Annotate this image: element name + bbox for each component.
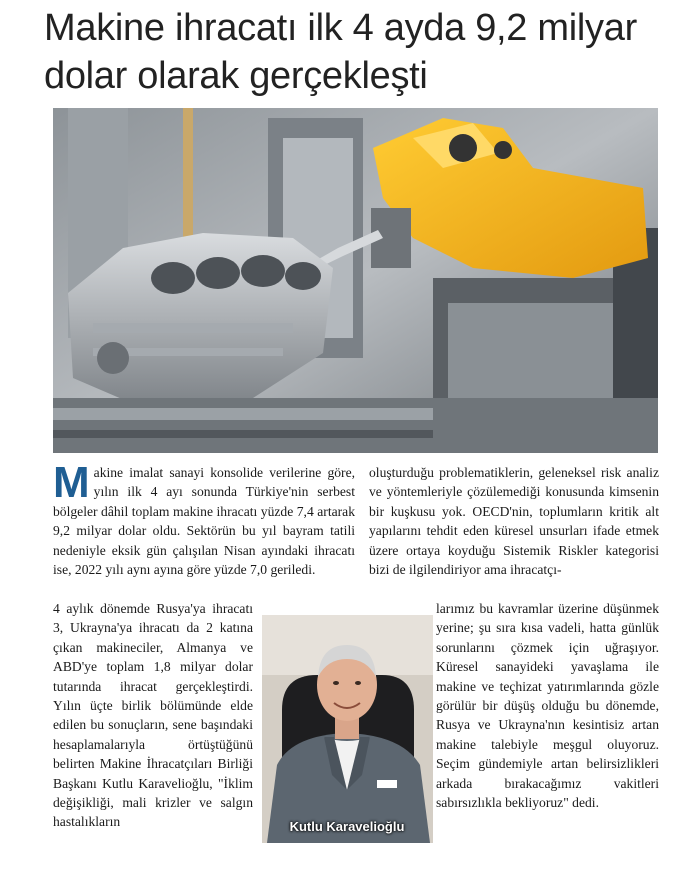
drop-cap: M [53, 458, 90, 507]
portrait-photo [262, 615, 433, 843]
column-1-top-text: akine imalat sanayi konsolide verilerine göre, yılın ilk 4 ayı sonunda Türkiye'nin serbest bölgeler dâhil toplam makine ihracatı yüzde 7,4 artarak 9,2 milyar dolar oldu. Sektörün bu yıl bayram tatili nedeniyle eksik gün çalışılan Nisan ayındaki ihracatı ise, 2022 yılı aynı ayına göre yüzde 7,0 geriledi. [53, 465, 355, 578]
cnc-machine-photo [53, 108, 658, 453]
article-column-1-narrow [53, 599, 253, 832]
portrait-caption: Kutlu Karavelioğlu [289, 819, 405, 834]
article-column-1-top [53, 458, 355, 579]
cnc-machine-illustration [53, 108, 658, 453]
column-1-narrow-text: 4 aylık dönemde Rusya'ya ihracatı 3, Ukrayna'ya ihracatı da 2 katına çıkan makineciler, Almanya ve ABD'ye toplam 1,8 milyar dolar tutarında ihracat gerçekleştirdi. Yılın üçte birlik bölümünde elde edilen bu sonuçların, sene başındaki hesaplamalarıyla örtüştüğünü belirten Makine İhracatçıları Birliği Başkanı Kutlu Karavelioğlu, "İklim değişikliği, mali krizler ve salgın hastalıkların [53, 601, 253, 830]
column-2-top-text: oluşturduğu problematiklerin, geleneksel risk analiz ve yöntemleriyle çözülemediği konusunda kimsenin bir kuşkusu yok. OECD'nin, toplumların kritik alt yapılarını tehdit eden küresel unsurları ifade etmek üzere ortaya koyduğu Sistemik Riskler kategorisi bizi de ilgilendiriyor ama ihracatçı- [369, 465, 659, 578]
article-column-2-narrow [436, 599, 659, 812]
portrait-illustration [262, 615, 433, 843]
article-headline: Makine ihracatı ilk 4 ayda 9,2 milyar dolar olarak gerçekleşti [44, 7, 637, 97]
article-column-2-top [369, 463, 659, 579]
column-2-narrow-text: larımız bu kavramlar üzerine düşünmek yerine; şu sıra kısa vadeli, hatta günlük sorunlarını çözmek için uğraşıyor. Küresel sanayideki yavaşlama ile makine ve teçhizat yatırımlarında gözle görülür bir düşüş olduğu bu dönemde, Rusya ve Ukrayna'nın kesintisiz artan makine talebiyle meşgul oluyoruz. Seçim gündemiyle artan belirsizlikleri arkada bırakacağımız vakitleri sabırsızlıkla bekliyoruz" dedi. [436, 601, 659, 811]
